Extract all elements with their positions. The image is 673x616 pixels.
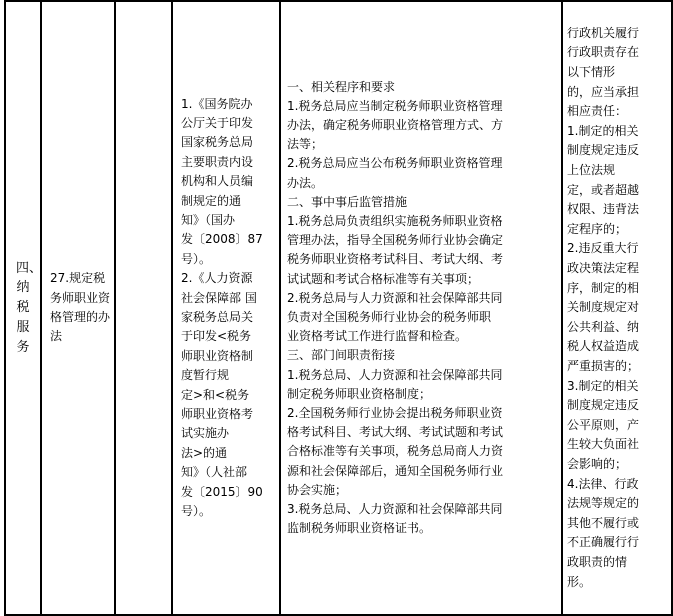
responsibility-text: 行政机关履行 行政职责存在 以下情形 的，应当承担 相应责任： 1.制定的相关 制度规定违反 上位法规 定，或者超越 权限、违背法 定程序的； 2.违反重大行 政决策法定程 序，制定的相 关制度规定对 公共利益、纳 税人权益造成 严重损害的； 3.制定的相关 制度规定违反 公平原则，产 生较大负面社 会影响的； 4.法律、行政 法规等规定的 其他不履行或 不正确履行行 政职责的情 形。 bbox=[567, 25, 640, 589]
procedure-cell bbox=[280, 1, 562, 615]
empty-cell bbox=[115, 1, 172, 615]
table-row bbox=[5, 1, 672, 615]
procedure-text: 一、相关程序和要求 1.税务总局应当制定税务师职业资格管理 办法，确定税务师职业资格管理方式、方 法等； 2.税务总局应当公布税务师职业资格管理 办法。 二、事中事后监管措施 1.税务总局负责组织实施税务师职业资格 管理办法，指导全国税务师行业协会确定 税务师职业资格考试科目、考试大纲、考 试试题和考试合格标准等有关事项； 2.税务总局与人力资源和社会保障部共同 负责对全国税务师行业协会的税务师职 业资格考试工作进行监督和检查。 三、部门间职责衔接 1.税务总局、人力资源和社会保障部共同 制定税务师职业资格制度； 2.全国税务师行业协会提出税务师职业资 格考试科目、考试大纲、考试试题和考试 合格标准等有关事项，税务总局商人力资 源和社会保障部后，通知全国税务师行业 协会实施； 3.税务总局、人力资源和社会保障部共同 监制税务师职业资格证书。 bbox=[287, 79, 504, 536]
basis-cell bbox=[172, 1, 280, 615]
responsibility-table bbox=[4, 0, 673, 616]
category-cell bbox=[5, 1, 41, 615]
item-cell bbox=[41, 1, 115, 615]
responsibility-cell bbox=[562, 1, 672, 615]
item-label: 27.规定税务师职业资格管理的办法 bbox=[50, 271, 111, 344]
category-label: 四、纳税服务 bbox=[16, 260, 43, 355]
basis-text: 1.《国务院办 公厅关于印发 国家税务总局 主要职责内设 机构和人员编 制规定的通 知》（国办 发〔2008〕87 号）。 2.《人力资源 社会保障部 国 家税务总局关 于印发<税务 师职业资格制 度暂行规 定>和<税务 师职业资格考 试实施办 法>的通 知》（人社部 发〔2015〕90 号）。 bbox=[181, 96, 263, 519]
